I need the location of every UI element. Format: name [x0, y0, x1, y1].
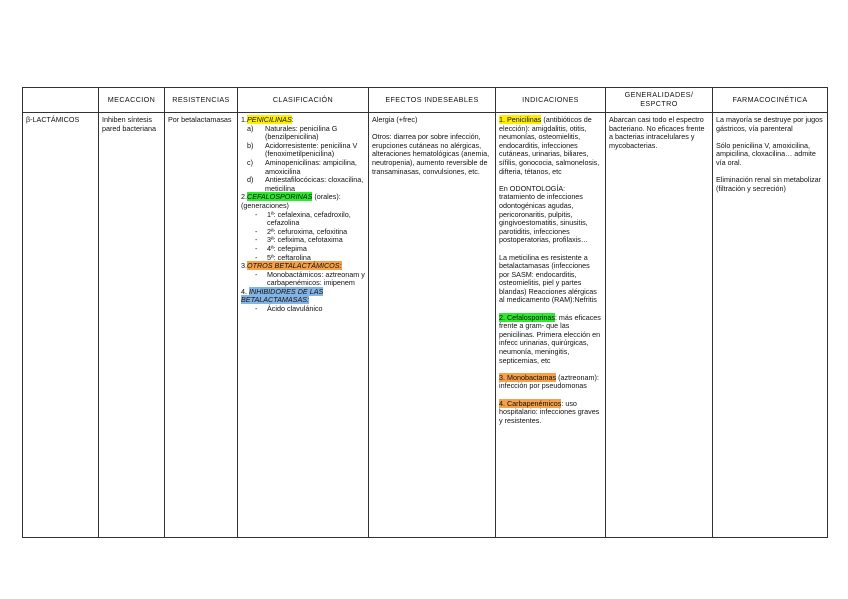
header-farmacocinetica: FARMACOCINÉTICA — [713, 88, 828, 113]
penicilinas-list — [241, 125, 365, 194]
highlight-label-penicilinas: 1. Penicilinas — [499, 115, 542, 124]
highlight-label-monobactamas: 3. Monobactamas — [499, 372, 557, 382]
pharmacology-table — [22, 87, 828, 538]
farmaco-p1: La mayoría se destruye por jugos gástricos, vía parenteral — [716, 115, 823, 133]
indicacion-monobactamas: 3. Monobactamas (aztreonam): infección por pseudomonas — [499, 372, 599, 391]
farmaco-p2: Sólo penicilina V, amoxicilina, ampicilina, cloxacilina… admite vía oral. — [716, 140, 816, 167]
list-item-text: Ácido clavulánico — [267, 304, 323, 314]
list-item — [241, 211, 365, 228]
list-item-text: 4ª: cefepima — [267, 243, 307, 253]
list-marker: d) — [247, 175, 254, 185]
header-row — [23, 88, 828, 113]
indicacion-carbapenemicos: 4. Carbapenémicos: uso hospitalario: infecciones graves y resistentes. — [499, 398, 600, 425]
highlight-label-cefalosporinas: 2. Cefalosporinas — [499, 312, 555, 322]
list-item-text: 3ª: cefixima, cefotaxima — [267, 235, 343, 245]
cefalosporinas-list — [241, 211, 365, 263]
generalidades-cell: Abarcan casi todo el espectro bacteriano. No eficaces frente a bacterias intracelulares y mycobacterias. — [606, 113, 713, 538]
list-marker: - — [255, 269, 258, 279]
list-item-text: 2ª: cefuroxima, cefoxitina — [267, 226, 348, 236]
highlight-penicilinas: PENICILINAS — [247, 115, 292, 124]
header-efectos: EFECTOS INDESEABLES — [369, 88, 496, 113]
mecaccion-cell: Inhiben síntesis pared bacteriana — [99, 113, 165, 538]
efectos-cell — [369, 113, 496, 538]
efectos-otros: Otros: diarrea por sobre infección, erupciones cutáneas no alérgicas, alteraciones hematológicas (anemia, neutropenia), aumento reversible de transaminasas, convulsiones, etc. — [372, 132, 490, 176]
table-row — [23, 113, 828, 538]
group-otros-title: 3.OTROS BETALACTÁMICOS: — [241, 261, 342, 271]
header-mecaccion: MECACCION — [99, 88, 165, 113]
highlight-inhibidores: INHIBIDORES DE LAS BETALACTAMASAS: — [241, 286, 324, 305]
header-indicaciones: INDICACIONES — [496, 88, 606, 113]
list-item — [241, 176, 365, 193]
list-marker: - — [255, 226, 258, 236]
drug-class-name: β-LACTÁMICOS — [23, 113, 99, 538]
list-item — [241, 125, 365, 142]
list-item — [241, 142, 365, 159]
list-item-text: Aminopenicilinas: ampicilina, amoxicilina — [265, 157, 357, 176]
highlight-otros-betalactamicos: OTROS BETALACTÁMICOS: — [247, 261, 342, 271]
list-marker: - — [255, 304, 258, 314]
list-item-text: 1ª: cefalexina, cefadroxilo, cefazolina — [267, 209, 351, 228]
list-marker: - — [255, 235, 258, 245]
indicacion-meticilina: La meticilina es resistente a betalactamasas (infecciones por SASM: endocarditis, osteomielitis, piel y partes blandas) Reacciones alérgicas al medicamento (RAM):Nefritis — [499, 252, 597, 305]
list-marker: - — [255, 243, 258, 253]
indicaciones-cell — [496, 113, 606, 538]
inhibidores-list — [241, 305, 365, 314]
list-marker: c) — [247, 157, 253, 167]
efectos-alergia: Alergia (+frec) — [372, 115, 418, 124]
list-item-text: 5ª: ceftarolina — [267, 252, 311, 262]
header-resistencias: RESISTENCIAS — [165, 88, 238, 113]
header-generalidades: GENERALIDADES/ ESPCTRO — [606, 88, 713, 113]
header-empty — [23, 88, 99, 113]
list-item-text: Acidorresistente: penicilina V (fenoximetilpenicilina) — [265, 140, 358, 159]
list-item-text: Monobactámicos: aztreonam y carbapenémicos: imipenem — [267, 269, 365, 288]
group-cefalosporinas-title: 2.CEFALOSPORINAS (orales): (generaciones) — [241, 192, 341, 210]
list-marker: b) — [247, 140, 254, 150]
clasificacion-cell — [238, 113, 369, 538]
group-penicilinas-title: 1.PENICILINAS: — [241, 115, 294, 124]
otros-list — [241, 271, 365, 288]
indicacion-cefalosporinas: 2. Cefalosporinas: más eficaces frente a gram- que las penicilinas. Primera elección en infecc urinarias, quirúrgicas, neumonía, meningitis, septicemias, etc — [499, 312, 601, 365]
indicacion-odontologia: En ODONTOLOGÍA: tratamiento de infecciones odontogénicas agudas, pericoronaritis, pulpitis, gingivoestomatitis, sinusitis, parotiditis, infecciones postoperatorias, profilaxis… — [499, 183, 589, 245]
list-marker: - — [255, 209, 258, 219]
list-item — [241, 271, 365, 288]
list-item — [241, 159, 365, 176]
highlight-label-carbapenemicos: 4. Carbapenémicos — [499, 398, 562, 408]
resistencias-cell: Por betalactamasas — [165, 113, 238, 538]
header-clasificacion: CLASIFICACIÓN — [238, 88, 369, 113]
list-item-text: Antiestafilocócicas: cloxacilina, meticilina — [265, 175, 364, 193]
group-inhibidores-title: 4. INHIBIDORES DE LAS BETALACTAMASAS: — [241, 286, 324, 305]
highlight-cefalosporinas: CEFALOSPORINAS — [247, 192, 313, 202]
indicacion-penicilinas: 1. Penicilinas (antibióticos de elección): amigdalitis, otitis, neumonías, osteomielitis, endocarditis, infecciones cutáneas, urinarias, biliares, sífilis, gonococia, salmonelosis, difteria, tétanos, etc — [499, 115, 600, 176]
farmaco-p3: Eliminación renal sin metabolizar (filtración y secreción) — [716, 175, 822, 193]
list-marker: - — [255, 252, 258, 262]
farmacocinetica-cell — [713, 113, 828, 538]
list-item — [241, 305, 365, 314]
list-item-text: Naturales: penicilina G (benzilpenicilina) — [265, 123, 338, 142]
list-marker: a) — [247, 123, 254, 133]
